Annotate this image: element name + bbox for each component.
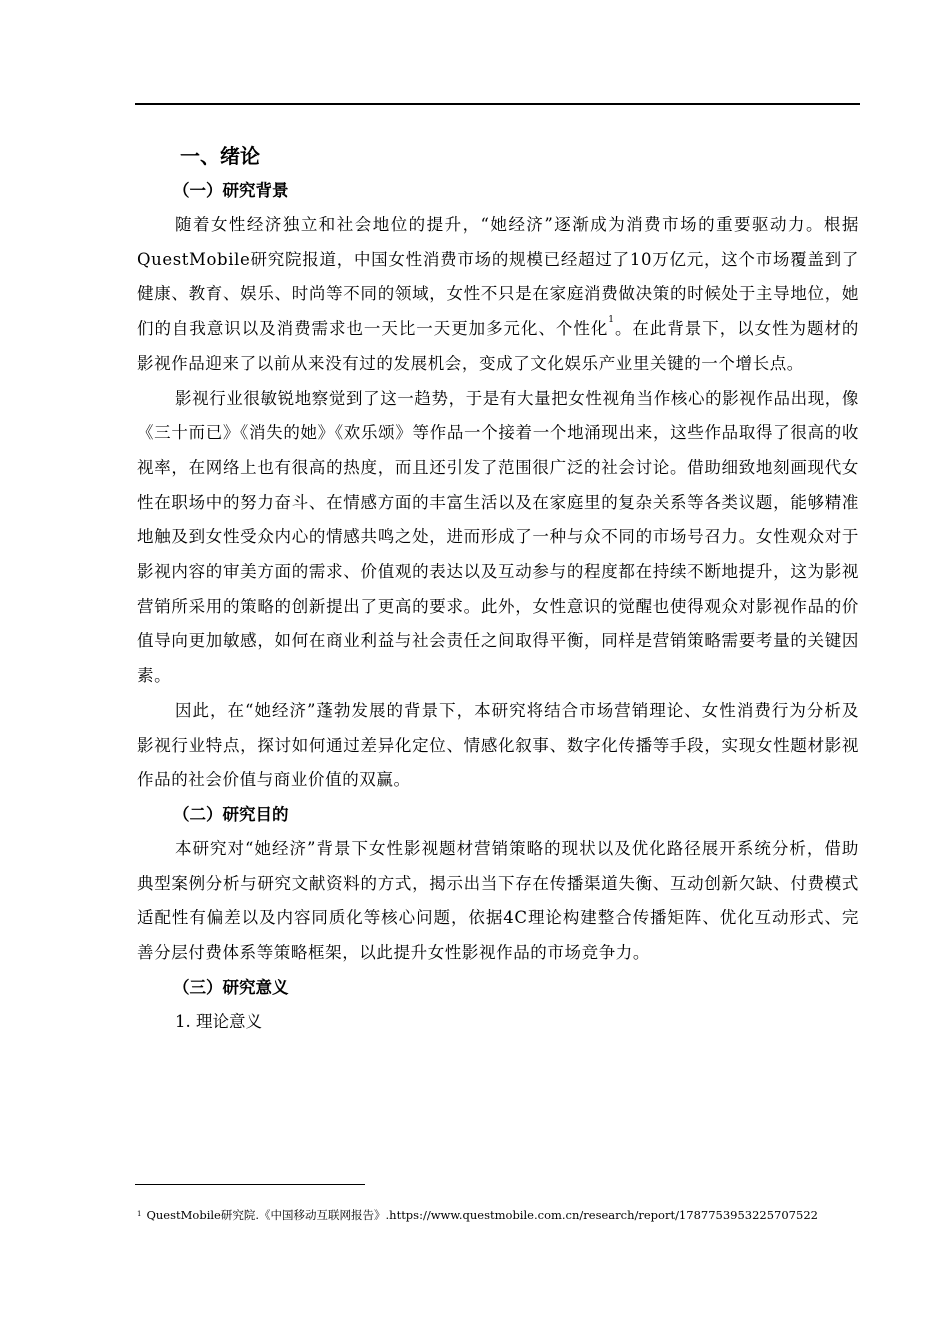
paragraph-background-2: 影视行业很敏锐地察觉到了这一趋势，于是有大量把女性视角当作核心的影视作品出现，像《三十而已》《消失的她》《欢乐颂》等作品一个接着一个地涌现出来，这些作品取得了很高的收视率，在网络上也有很高的热度，而且还引发了范围很广泛的社会讨论。借助细致地刻画现代女性在职场中的努力奋斗、在情感方面的丰富生活以及在家庭里的复杂关系等各类议题，能够精准地触及到女性受众内心的情感共鸣之处，进而形成了一种与众不同的市场号召力。女性观众对于影视内容的审美方面的需求、价值观的表达以及互动参与的程度都在持续不断地提升，这为影视营销所采用的策略的创新提出了更高的要求。此外，女性意识的觉醒也使得观众对影视作品的价值导向更加敏感，如何在商业利益与社会责任之间取得平衡，同样是营销策略需要考量的关键因素。: [137, 388, 859, 686]
header-rule: [135, 103, 860, 105]
footnote: [137, 1207, 859, 1223]
footnote-marker: 1: [137, 1210, 142, 1218]
paragraph-text: 。在此背景下，以女性为题材的影视作品迎来了以前从来没有过的发展机会，变成了文化娱乐产业里关键的一个增长点。: [137, 319, 859, 373]
paragraph-purpose-1: 本研究对“她经济”背景下女性影视题材营销策略的现状以及优化路径展开系统分析，借助典型案例分析与研究文献资料的方式，揭示出当下存在传播渠道失衡、互动创新欠缺、付费模式适配性有偏差以及内容同质化等核心问题，依据4C理论构建整合传播矩阵、优化互动形式、完善分层付费体系等策略框架，以此提升女性影视作品的市场竞争力。: [137, 838, 859, 963]
paragraph-background-1: [137, 208, 859, 382]
footnote-reference[interactable]: 1: [608, 315, 615, 326]
paragraph-background-3: 因此，在“她经济”蓬勃发展的背景下，本研究将结合市场营销理论、女性消费行为分析及影视行业特点，探讨如何通过差异化定位、情感化叙事、数字化传播等手段，实现女性题材影视作品的社会价值与商业价值的双赢。: [137, 700, 859, 790]
page-body: [137, 138, 859, 1039]
subsection-theory: 1. 理论意义: [175, 1011, 262, 1031]
section-heading-significance: （三）研究意义: [173, 977, 289, 997]
section-heading-background: （一）研究背景: [173, 181, 289, 200]
section-heading-purpose: （二）研究目的: [173, 804, 289, 824]
chapter-title: 一、绪论: [180, 144, 260, 168]
footnote-text: QuestMobile研究院.《中国移动互联网报告》.https://www.questmobile.com.cn/research/report/1787753953225707522: [146, 1208, 818, 1222]
paragraph-text: 随着女性经济独立和社会地位的提升，“她经济”逐渐成为消费市场的重要驱动力。根据QuestMobile研究院报道，中国女性消费市场的规模已经超过了10万亿元，这个市场覆盖到了健康、教育、娱乐、时尚等不同的领域，女性不只是在家庭消费做决策的时候处于主导地位，她们的自我意识以及消费需求也一天比一天更加多元化、个性化: [137, 215, 859, 339]
footnote-separator: [135, 1184, 365, 1185]
